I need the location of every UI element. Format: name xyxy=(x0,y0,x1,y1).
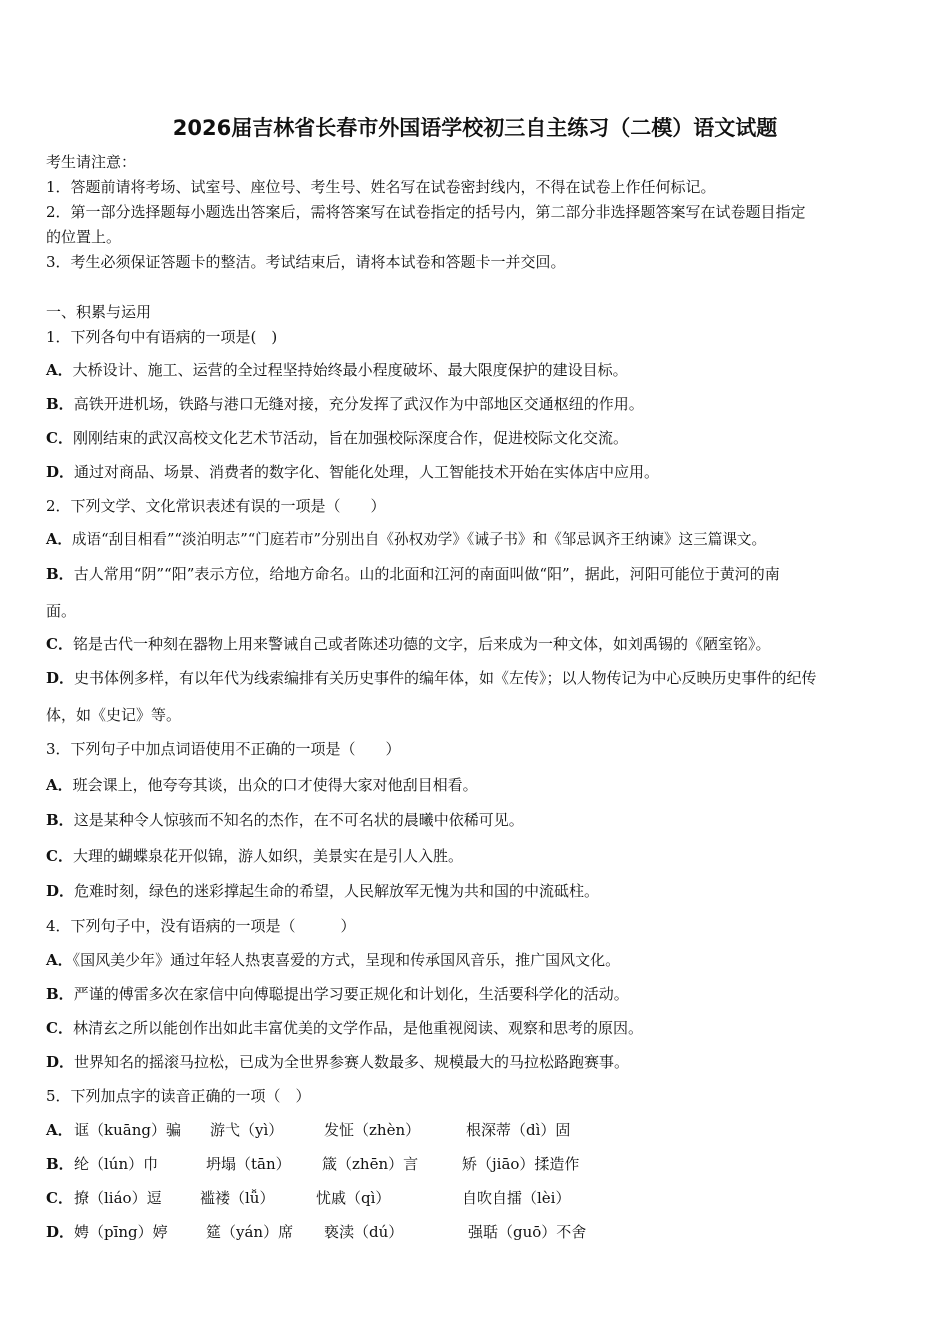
pinyin-item: 亵渎（dú） xyxy=(324,1223,404,1241)
question-stem: 1．下列各句中有语病的一项是( ) xyxy=(46,328,278,346)
page-title: 2026届吉林省长春市外国语学校初三自主练习（二模）语文试题 xyxy=(172,116,778,140)
pinyin-item: 强聒（guō）不舍 xyxy=(468,1223,587,1241)
notice-item: 的位置上。 xyxy=(46,228,122,246)
option-label: A． xyxy=(46,776,73,794)
option-text: 《国风美少年》通过年轻人热衷喜爱的方式，呈现和传承国风音乐，推广国风文化。 xyxy=(72,951,621,969)
option-row xyxy=(46,1188,912,1208)
pinyin-item: 箴（zhēn）言 xyxy=(322,1155,419,1173)
option-label: B． xyxy=(46,395,74,413)
option-label: A． xyxy=(46,1121,73,1139)
option-text: 刚刚结束的武汉高校文化艺术节活动，旨在加强校际深度合作，促进校际文化交流。 xyxy=(72,429,628,447)
option-label: C． xyxy=(46,429,73,447)
option-row xyxy=(46,394,912,414)
option-row xyxy=(46,775,912,795)
option-label: D． xyxy=(46,1223,75,1241)
option-text: 铭是古代一种刻在器物上用来警诫自己或者陈述功德的文字，后来成为一种文体，如刘禹锡的《陋室铭》。 xyxy=(72,635,771,653)
notice-heading: 考生请注意： xyxy=(46,153,137,171)
option-row xyxy=(46,950,912,970)
option-label: C． xyxy=(46,1189,73,1207)
option-row xyxy=(46,1120,912,1140)
pinyin-item: 褴褛（lǚ） xyxy=(200,1189,275,1207)
pinyin-item: 娉（pīng）婷 xyxy=(74,1223,168,1241)
option-row xyxy=(46,462,912,482)
option-text: 大理的蝴蝶泉花开似锦，游人如织，美景实在是引人入胜。 xyxy=(72,847,463,865)
option-text: 古人常用“阴”“阳”表示方位，给地方命名。山的北面和江河的南面叫做“阳”，据此，河阳可能位于黄河的南 xyxy=(73,565,780,583)
option-row xyxy=(46,1018,912,1038)
option-text: 高铁开进机场，铁路与港口无缝对接，充分发挥了武汉作为中部地区交通枢纽的作用。 xyxy=(73,395,644,413)
pinyin-item: 根深蒂（dì）固 xyxy=(466,1121,571,1139)
question-stem: 2．下列文学、文化常识表述有误的一项是（ ） xyxy=(46,497,386,515)
option-text: 成语“刮目相看”“淡泊明志”“门庭若市”分别出自《孙权劝学》《诫子书》和《邹忌讽齐王纳谏》这三篇课文。 xyxy=(71,531,767,548)
option-row xyxy=(46,1052,912,1072)
option-label: B． xyxy=(46,1155,74,1173)
question-stem: 4．下列句子中，没有语病的一项是（ ） xyxy=(46,917,356,935)
option-label: A． xyxy=(46,951,73,969)
pinyin-item: 纶（lún）巾 xyxy=(74,1155,159,1173)
option-text: 林清玄之所以能创作出如此丰富优美的文学作品，是他重视阅读、观察和思考的原因。 xyxy=(72,1019,643,1037)
option-text: 严谨的傅雷多次在家信中向傅聪提出学习要正规化和计划化，生活要科学化的活动。 xyxy=(73,985,629,1003)
option-label: B． xyxy=(46,565,74,583)
notice-item: 3．考生必须保证答题卡的整洁。考试结束后，请将本试卷和答题卡一并交回。 xyxy=(46,253,566,271)
option-label: D． xyxy=(46,463,75,481)
pinyin-item: 矫（jiāo）揉造作 xyxy=(462,1155,580,1173)
option-row xyxy=(46,810,912,830)
option-row xyxy=(46,360,912,380)
option-text: 这是某种令人惊骇而不知名的杰作，在不可名状的晨曦中依稀可见。 xyxy=(73,811,524,829)
option-label: C． xyxy=(46,635,73,653)
option-text: 通过对商品、场景、消费者的数字化、智能化处理，人工智能技术开始在实体店中应用。 xyxy=(74,463,660,481)
option-continuation: 面。 xyxy=(46,602,77,620)
option-row xyxy=(46,668,912,688)
option-row xyxy=(46,1222,912,1242)
option-label: B． xyxy=(46,811,74,829)
pinyin-item: 诓（kuāng）骗 xyxy=(74,1121,181,1139)
section-heading: 一、积累与运用 xyxy=(46,303,152,321)
pinyin-item: 撩（liáo）逗 xyxy=(74,1189,162,1207)
pinyin-item: 坍塌（tān） xyxy=(206,1155,291,1173)
option-text: 史书体例多样，有以年代为线索编排有关历史事件的编年体，如《左传》；以人物传记为中心反映历史事件的纪传 xyxy=(74,669,817,687)
pinyin-item: 筵（yán）席 xyxy=(206,1223,294,1241)
option-row xyxy=(46,530,912,550)
option-row xyxy=(46,846,912,866)
option-row xyxy=(46,881,912,901)
option-label: C． xyxy=(46,847,73,865)
notice-item: 2．第一部分选择题每小题选出答案后，需将答案写在试卷指定的括号内，第二部分非选择题答案写在试卷题目指定 xyxy=(46,203,806,221)
option-row xyxy=(46,984,912,1004)
notice-item: 1．答题前请将考场、试室号、座位号、考生号、姓名写在试卷密封线内，不得在试卷上作任何标记。 xyxy=(46,178,716,196)
option-text: 危难时刻，绿色的迷彩撑起生命的希望，人民解放军无愧为共和国的中流砥柱。 xyxy=(74,882,600,900)
option-row xyxy=(46,1154,912,1174)
option-label: D． xyxy=(46,669,75,687)
option-continuation: 体，如《史记》等。 xyxy=(46,706,182,724)
option-row xyxy=(46,428,912,448)
option-row xyxy=(46,564,912,584)
question-stem: 5．下列加点字的读音正确的一项（ ） xyxy=(46,1087,311,1105)
pinyin-item: 游弋（yì） xyxy=(210,1121,284,1139)
option-text: 世界知名的摇滚马拉松，已成为全世界参赛人数最多、规模最大的马拉松路跑赛事。 xyxy=(74,1053,630,1071)
option-label: A． xyxy=(46,531,72,548)
question-stem: 3．下列句子中加点词语使用不正确的一项是（ ） xyxy=(46,740,401,758)
option-label: D． xyxy=(46,1053,75,1071)
pinyin-item: 忧戚（qì） xyxy=(316,1189,391,1207)
pinyin-item: 发怔（zhèn） xyxy=(324,1121,421,1139)
option-text: 班会课上，他夸夸其谈，出众的口才使得大家对他刮目相看。 xyxy=(72,776,478,794)
option-label: B． xyxy=(46,985,74,1003)
option-label: C． xyxy=(46,1019,73,1037)
option-text: 大桥设计、施工、运营的全过程坚持始终最小程度破坏、最大限度保护的建设目标。 xyxy=(72,361,628,379)
option-label: A． xyxy=(46,361,73,379)
pinyin-item: 自吹自擂（lèi） xyxy=(462,1189,571,1207)
option-row xyxy=(46,634,912,654)
option-label: D． xyxy=(46,882,75,900)
